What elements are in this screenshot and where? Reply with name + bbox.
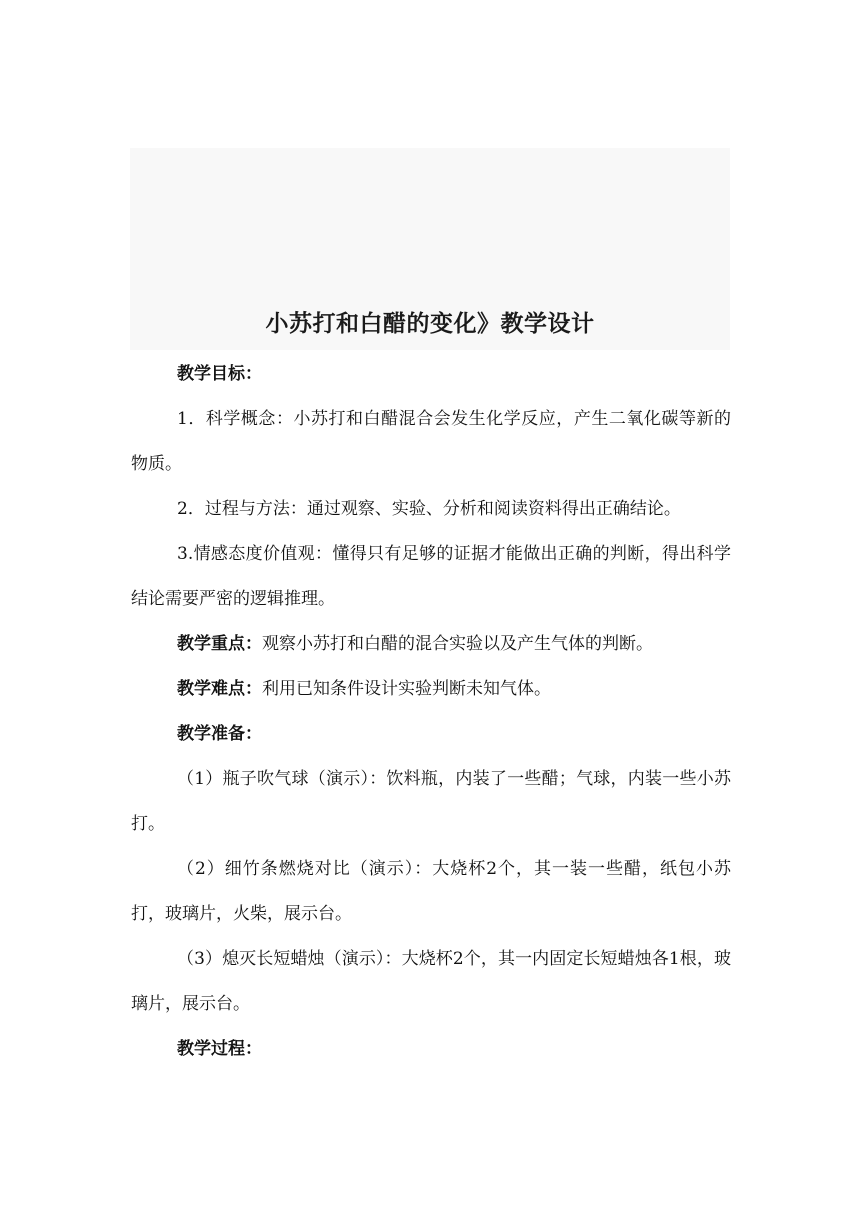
key-point-paragraph: [131, 622, 731, 667]
document-body: [131, 352, 731, 1072]
preparation-item-3: （3）熄灭长短蜡烛（演示）：大烧杯2个，其一内固定长短蜡烛各1根，玻璃片，展示台。: [131, 949, 731, 1014]
objective-3: 3.情感态度价值观：懂得只有足够的证据才能做出正确的判断，得出科学结论需要严密的逻辑推理。: [131, 544, 731, 609]
difficulty-text: 利用已知条件设计实验判断未知气体。: [262, 679, 551, 699]
difficulty-label: 教学难点：: [177, 679, 262, 699]
objective-2: 2．过程与方法：通过观察、实验、分析和阅读资料得出正确结论。: [177, 499, 681, 519]
preparation-heading: 教学准备：: [177, 724, 262, 744]
key-point-text: 观察小苏打和白醋的混合实验以及产生气体的判断。: [262, 634, 653, 654]
objectives-heading: 教学目标：: [177, 364, 262, 384]
preparation-item-2: （2）细竹条燃烧对比（演示）：大烧杯2个，其一装一些醋，纸包小苏打，玻璃片，火柴，展示台。: [131, 859, 731, 924]
document-title: 小苏打和白醋的变化》教学设计: [265, 311, 595, 337]
key-point-label: 教学重点：: [177, 634, 262, 654]
process-heading: 教学过程：: [177, 1039, 262, 1059]
preparation-item-1: （1）瓶子吹气球（演示）：饮料瓶，内装了一些醋；气球，内装一些小苏打。: [131, 769, 731, 834]
difficulty-paragraph: [131, 667, 731, 712]
objective-1: 1．科学概念：小苏打和白醋混合会发生化学反应，产生二氧化碳等新的物质。: [131, 409, 731, 474]
